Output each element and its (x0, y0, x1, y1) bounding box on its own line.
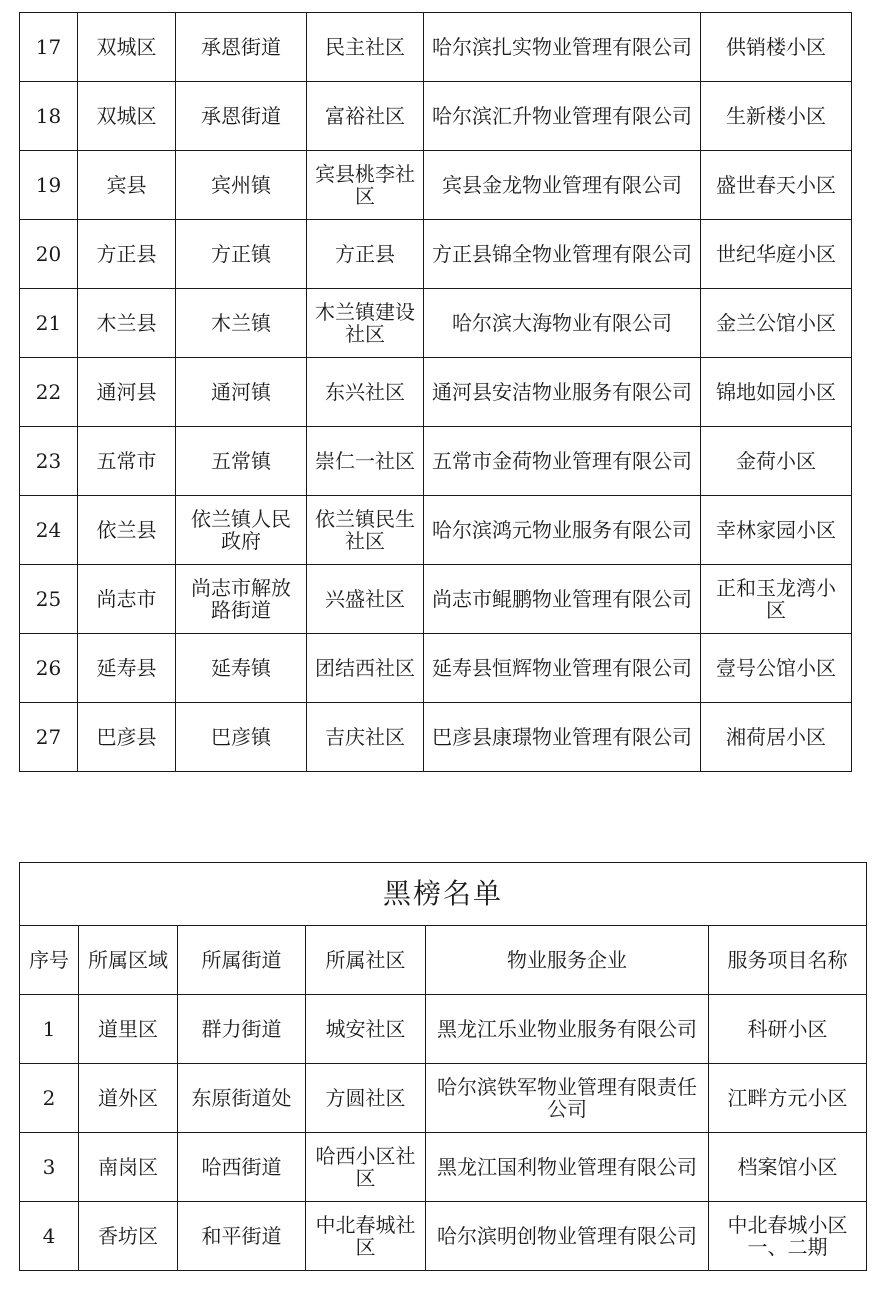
cell-district: 南岗区 (79, 1133, 178, 1202)
cell-district: 延寿县 (78, 634, 176, 703)
cell-community: 崇仁一社区 (307, 427, 424, 496)
cell-company: 五常市金荷物业管理有限公司 (424, 427, 701, 496)
cell-district: 通河县 (78, 358, 176, 427)
cell-no: 23 (20, 427, 78, 496)
table-row (20, 427, 852, 496)
table-row (20, 496, 852, 565)
cell-community: 依兰镇民生社区 (307, 496, 424, 565)
cell-street: 方正镇 (176, 220, 307, 289)
cell-no: 17 (20, 13, 78, 82)
table-row (20, 634, 852, 703)
table-row (20, 289, 852, 358)
cell-street: 哈西街道 (178, 1133, 306, 1202)
cell-no: 25 (20, 565, 78, 634)
header-company: 物业服务企业 (426, 926, 709, 995)
table-row (20, 151, 852, 220)
cell-project: 金兰公馆小区 (701, 289, 852, 358)
cell-community: 方圆社区 (306, 1064, 426, 1133)
cell-project: 江畔方元小区 (709, 1064, 867, 1133)
cell-no: 2 (20, 1064, 79, 1133)
cell-community: 城安社区 (306, 995, 426, 1064)
cell-no: 26 (20, 634, 78, 703)
honor-list-table (19, 12, 852, 772)
cell-no: 27 (20, 703, 78, 772)
cell-street: 东原街道处 (178, 1064, 306, 1133)
cell-street: 和平街道 (178, 1202, 306, 1271)
cell-district: 道外区 (79, 1064, 178, 1133)
cell-street: 承恩街道 (176, 82, 307, 151)
cell-district: 道里区 (79, 995, 178, 1064)
cell-company: 尚志市鲲鹏物业管理有限公司 (424, 565, 701, 634)
cell-company: 黑龙江国利物业管理有限公司 (426, 1133, 709, 1202)
cell-community: 东兴社区 (307, 358, 424, 427)
table-row (20, 1202, 867, 1271)
table-row (20, 358, 852, 427)
cell-no: 4 (20, 1202, 79, 1271)
blacklist-header-row (20, 926, 867, 995)
cell-no: 24 (20, 496, 78, 565)
cell-project: 科研小区 (709, 995, 867, 1064)
blacklist-body (20, 863, 867, 1271)
cell-no: 19 (20, 151, 78, 220)
table-row (20, 995, 867, 1064)
cell-street: 五常镇 (176, 427, 307, 496)
cell-company: 哈尔滨明创物业管理有限公司 (426, 1202, 709, 1271)
cell-project: 正和玉龙湾小区 (701, 565, 852, 634)
cell-community: 木兰镇建设社区 (307, 289, 424, 358)
table-row (20, 565, 852, 634)
cell-community: 富裕社区 (307, 82, 424, 151)
table-row (20, 82, 852, 151)
table-row (20, 1064, 867, 1133)
cell-district: 宾县 (78, 151, 176, 220)
cell-district: 双城区 (78, 82, 176, 151)
cell-community: 中北春城社区 (306, 1202, 426, 1271)
cell-community: 方正县 (307, 220, 424, 289)
cell-company: 延寿县恒辉物业管理有限公司 (424, 634, 701, 703)
cell-district: 香坊区 (79, 1202, 178, 1271)
cell-community: 哈西小区社区 (306, 1133, 426, 1202)
cell-community: 吉庆社区 (307, 703, 424, 772)
cell-street: 承恩街道 (176, 13, 307, 82)
cell-company: 巴彦县康璟物业管理有限公司 (424, 703, 701, 772)
cell-project: 金荷小区 (701, 427, 852, 496)
table-row (20, 220, 852, 289)
cell-no: 22 (20, 358, 78, 427)
cell-company: 黑龙江乐业物业服务有限公司 (426, 995, 709, 1064)
header-district: 所属区域 (79, 926, 178, 995)
cell-project: 供销楼小区 (701, 13, 852, 82)
blacklist-title: 黑榜名单 (20, 863, 867, 926)
cell-company: 哈尔滨扎实物业管理有限公司 (424, 13, 701, 82)
cell-project: 锦地如园小区 (701, 358, 852, 427)
header-no: 序号 (20, 926, 79, 995)
cell-street: 巴彦镇 (176, 703, 307, 772)
blacklist-table (19, 862, 867, 1271)
cell-company: 通河县安洁物业服务有限公司 (424, 358, 701, 427)
cell-project: 中北春城小区一、二期 (709, 1202, 867, 1271)
honor-list-body (20, 13, 852, 772)
cell-district: 依兰县 (78, 496, 176, 565)
cell-company: 哈尔滨鸿元物业服务有限公司 (424, 496, 701, 565)
cell-district: 双城区 (78, 13, 176, 82)
cell-district: 尚志市 (78, 565, 176, 634)
cell-street: 尚志市解放路街道 (176, 565, 307, 634)
table-row (20, 1133, 867, 1202)
cell-company: 哈尔滨大海物业有限公司 (424, 289, 701, 358)
cell-street: 通河镇 (176, 358, 307, 427)
cell-project: 壹号公馆小区 (701, 634, 852, 703)
table-row (20, 13, 852, 82)
cell-no: 20 (20, 220, 78, 289)
cell-company: 哈尔滨汇升物业管理有限公司 (424, 82, 701, 151)
cell-project: 湘荷居小区 (701, 703, 852, 772)
cell-street: 依兰镇人民政府 (176, 496, 307, 565)
cell-district: 木兰县 (78, 289, 176, 358)
cell-project: 生新楼小区 (701, 82, 852, 151)
cell-street: 木兰镇 (176, 289, 307, 358)
header-project: 服务项目名称 (709, 926, 867, 995)
cell-district: 方正县 (78, 220, 176, 289)
cell-no: 21 (20, 289, 78, 358)
cell-community: 民主社区 (307, 13, 424, 82)
cell-street: 宾州镇 (176, 151, 307, 220)
cell-community: 兴盛社区 (307, 565, 424, 634)
header-street: 所属街道 (178, 926, 306, 995)
cell-community: 宾县桃李社区 (307, 151, 424, 220)
cell-no: 18 (20, 82, 78, 151)
cell-community: 团结西社区 (307, 634, 424, 703)
cell-project: 世纪华庭小区 (701, 220, 852, 289)
table-row (20, 703, 852, 772)
cell-street: 群力街道 (178, 995, 306, 1064)
cell-no: 1 (20, 995, 79, 1064)
cell-company: 宾县金龙物业管理有限公司 (424, 151, 701, 220)
cell-company: 哈尔滨铁军物业管理有限责任公司 (426, 1064, 709, 1133)
cell-district: 五常市 (78, 427, 176, 496)
cell-project: 档案馆小区 (709, 1133, 867, 1202)
cell-project: 幸林家园小区 (701, 496, 852, 565)
cell-company: 方正县锦全物业管理有限公司 (424, 220, 701, 289)
cell-district: 巴彦县 (78, 703, 176, 772)
header-community: 所属社区 (306, 926, 426, 995)
cell-project: 盛世春天小区 (701, 151, 852, 220)
cell-no: 3 (20, 1133, 79, 1202)
cell-street: 延寿镇 (176, 634, 307, 703)
